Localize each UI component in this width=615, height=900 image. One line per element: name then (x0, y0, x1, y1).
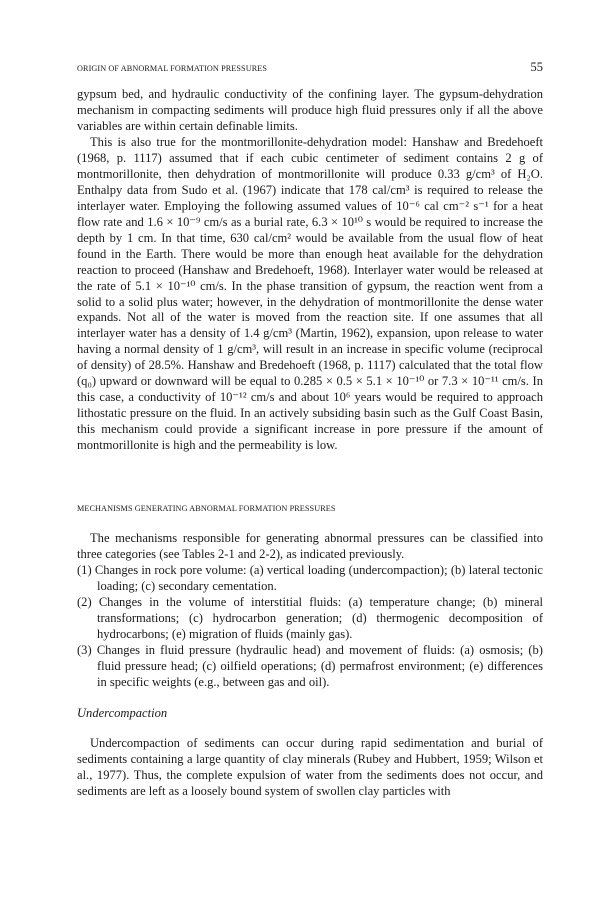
section-intro-paragraph: The mechanisms responsible for generating abnormal pressures can be classified into three categories (see Tables 2-1 and 2-2), as indicated previously. (77, 531, 543, 561)
list-item: (1) Changes in rock pore volume: (a) vertical loading (undercompaction); (b) lateral tectonic loading; (c) secondary cementation. (77, 563, 543, 593)
list-item: (2) Changes in the volume of interstitial fluids: (a) temperature change; (b) mineral transformations; (c) hydrocarbon generation; (d) thermogenic decomposition of hydrocarbons; (e) migration of fluids (mainly gas). (77, 594, 543, 641)
section-heading: MECHANISMS GENERATING ABNORMAL FORMATION PRESSURES (77, 504, 336, 513)
running-head: ORIGIN OF ABNORMAL FORMATION PRESSURES (77, 64, 268, 73)
paragraph-montmorillonite-model: This is also true for the montmorillonite-dehydration model: Hanshaw and Bredehoeft (1968, p. 1117) assumed that if each cubic centimeter of sediment contains 2 g of montmorillonite, then dehydration of montmorillonite will produce 0.33 g/cm³ of H₂O. Enthalpy data from Sudo et al. (1967) indicate that 178 cal/cm³ is required to release the interlayer water. Employing the following assumed values of 10⁻⁶ cal cm⁻² s⁻¹ for a heat flow rate and 1.6 × 10⁻⁹ cm/s as a burial rate, 6.3 × 10¹⁰ s would be required to increase the depth by 1 cm. In that time, 630 cal/cm² would be available from the usual flow of heat found in the Earth. There would be more than enough heat available for the dehydration reaction to proceed (Hanshaw and Bredehoeft, 1968). Interlayer water would be released at the rate of 5.1 × 10⁻¹⁰ cm/s. In the phase transition of gypsum, the reaction went from a solid to a solid plus water; however, in the dehydration of montmorillonite the dense water expands. Not all of the water is moved from the reaction site. If one assumes that all interlayer water has a density of 1.4 g/cm³ (Martin, 1962), expansion, upon release to water having a normal density of 1 g/cm³, will result in an increase in specific volume (reciprocal of density) of 28.5%. Hanshaw and Bredehoeft (1968, p. 1117) calculated that the total flow (q₀) upward or downward will be equal to 0.285 × 0.5 × 5.1 × 10⁻¹⁰ or 7.3 × 10⁻¹¹ cm/s. In this case, a conductivity of 10⁻¹² cm/s and about 10⁶ years would be required to approach lithostatic pressure on the fluid. In an actively subsiding basin such as the Gulf Coast Basin, this mechanism could provide a significant increase in pore pressure if the amount of montmorillonite is high and the permeability is low. (77, 135, 543, 453)
undercompaction-paragraph: Undercompaction of sediments can occur during rapid sedimentation and burial of sediments containing a large quantity of clay minerals (Rubey and Hubbert, 1959; Wilson et al., 1977). Thus, the complete expulsion of water from the sediments does not occur, and sediments are left as a loosely bound system of swollen clay particles with (77, 736, 543, 798)
list-item: (3) Changes in fluid pressure (hydraulic head) and movement of fluids: (a) osmosis; (b) fluid pressure head; (c) oilfield operations; (d) permafrost environment; (e) differences in specific weights (e.g., between gas and oil). (77, 642, 543, 689)
paragraph-continuation: gypsum bed, and hydraulic conductivity of the confining layer. The gypsum-dehydration mechanism in compacting sediments will produce high fluid pressures only if all the above variables are within certain definable limits. (77, 87, 543, 133)
page-number: 55 (530, 60, 543, 74)
page-header (77, 60, 543, 75)
subsection-heading: Undercompaction (77, 706, 168, 720)
mechanism-list (77, 563, 543, 691)
